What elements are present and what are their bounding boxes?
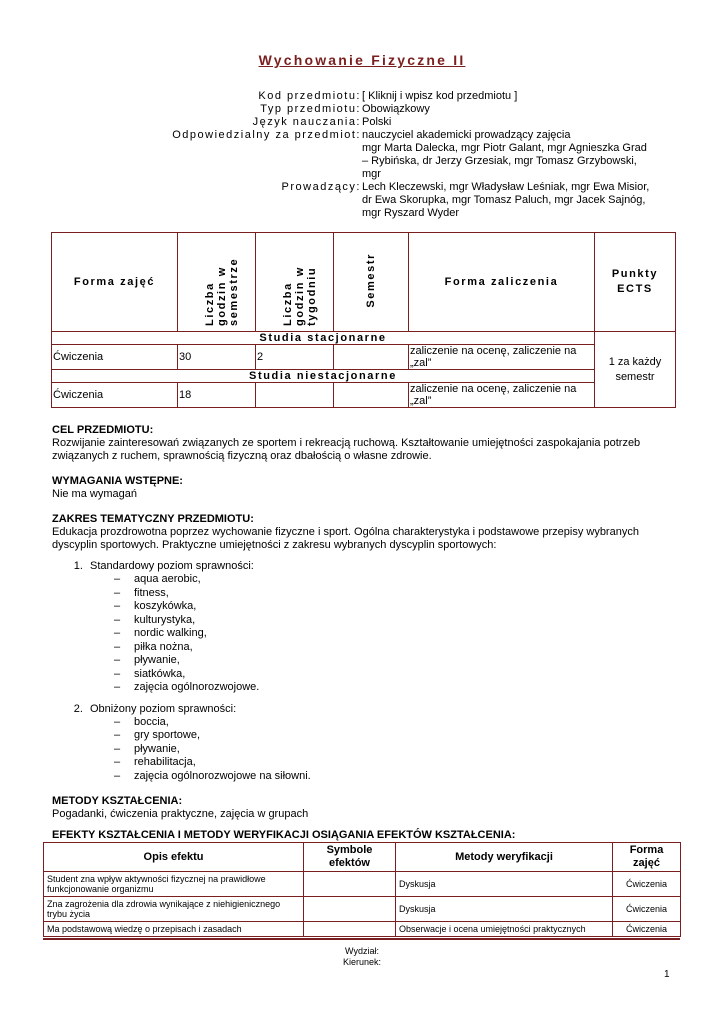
meta-row-responsible-names [0,142,724,181]
section-text: Pogadanki, ćwiczenia praktyczne, zajęcia w grupach [52,808,309,820]
list-item: – zajęcia ogólnorozwojowe na siłowni. [114,770,672,784]
section-heading: METODY KSZTAŁCENIA: [52,795,183,807]
sport-list [90,573,672,695]
meta-value: [ Kliknij i wpisz kod przedmiotu ] [362,90,518,102]
course-metadata [0,90,724,220]
header-hours-semester-text: Liczba godzin w semestrze [203,257,240,326]
cell-symbole [304,922,396,937]
section-text: Edukacja prozdrowotna poprzez wychowanie fizyczne i sport. Ogólna charakterystyka i podstawowe przepisy wybranych dyscyplin sportowych. Praktyczne umiejętności z zakresu wybranych dyscyplin sportowych: [52,526,639,551]
section-wymagania [52,475,672,501]
cell-hours-semester: 30 [178,345,256,370]
section-row-stationary [52,332,676,345]
level-title: Standardowy poziom sprawności: [90,560,254,572]
cell-symbole [304,872,396,897]
list-item: – koszykówka, [114,600,672,614]
section-heading: ZAKRES TEMATYCZNY PRZEDMIOTU: [52,513,254,525]
section-zakres [52,513,672,783]
section-heading: CEL PRZEDMIOTU: [52,424,154,436]
header-forma: Forma zajęć [613,843,681,872]
list-item: – pływanie, [114,654,672,668]
table-row [44,897,681,922]
meta-value: Lech Kleczewski, mgr Władysław Leśniak, mgr Ewa Misior, dr Ewa Skorupka, mgr Tomasz Paluch, mgr Jacek Sajnóg, mgr Ryszard Wyder [362,181,650,219]
list-item: – pływanie, [114,743,672,757]
cell-semester [334,383,409,408]
cell-forma: Ćwiczenia [613,872,681,897]
meta-value: Obowiązkowy [362,103,430,115]
meta-label: Typ przedmiotu: [260,103,361,115]
meta-label: Język nauczania: [252,116,361,128]
effects-heading: EFEKTY KSZTAŁCENIA I METODY WERYFIKACJI OSIĄGANIA EFEKTÓW KSZTAŁCENIA: [52,829,516,841]
cell-forma: Ćwiczenia [613,897,681,922]
cell-forma: Ćwiczenia [52,383,178,408]
list-item [86,560,672,695]
meta-row-type [0,103,724,116]
cell-zaliczenie: zaliczenie na ocenę, zaliczenie na „zal” [409,383,595,408]
header-zaliczenie: Forma zaliczenia [409,233,595,332]
list-item: – piłka nożna, [114,641,672,655]
ects-value: 1 za każdy semestr [595,332,676,408]
section-stationary: Studia stacjonarne [52,332,595,345]
cell-opis: Zna zagrożenia dla zdrowia wynikające z niehigienicznego trybu życia [44,897,304,922]
header-opis: Opis efektu [44,843,304,872]
header-hours-semester [178,233,256,332]
meta-label: Kod przedmiotu: [258,90,361,102]
footer-kierunek: Kierunek: [342,957,382,967]
cell-zaliczenie: zaliczenie na ocenę, zaliczenie na „zal” [409,345,595,370]
header-hours-week-text: Liczba godzin w tygodniu [281,265,318,326]
page-footer [0,946,724,968]
header-symbole: Symbole efektów [304,843,396,872]
meta-value: Polski [362,116,392,128]
cell-semester [334,345,409,370]
table-row [52,345,676,370]
table-row [44,922,681,937]
table-header-row [52,233,676,332]
meta-row-code [0,90,724,103]
list-item: – rehabilitacja, [114,756,672,770]
header-ects: Punkty ECTS [595,233,676,332]
list-item: – kulturystyka, [114,614,672,628]
meta-value: nauczyciel akademicki prowadzący zajęcia [362,129,571,141]
meta-label: Odpowiedzialny za przedmiot: [172,129,361,141]
table-row [44,872,681,897]
section-text: Rozwijanie zainteresowań związanych ze sportem i rekreacją ruchową. Kształtowanie umiejętności zaspokajania potrzeb związanych z ruchem, sprawnością fizyczną oraz dbałością o własne zdrowie. [52,437,641,462]
footer-divider [43,938,680,940]
list-item [86,703,672,784]
meta-value: mgr Marta Dalecka, mgr Piotr Galant, mgr Agnieszka Grad – Rybińska, dr Jerzy Grzesiak, mgr Tomasz Grzybowski, mgr [362,142,647,180]
meta-row-responsible [0,129,724,142]
effects-header-row [44,843,681,872]
list-item: – boccia, [114,716,672,730]
section-cel [52,424,672,463]
effects-table [43,842,681,937]
table-row [52,383,676,408]
cell-forma: Ćwiczenia [52,345,178,370]
section-metody [52,795,672,821]
levels-list [52,560,672,783]
footer-wydzial: Wydział: [345,946,379,956]
document-title: Wychowanie Fizyczne II [258,52,466,68]
list-item: – aqua aerobic, [114,573,672,587]
cell-symbole [304,897,396,922]
cell-opis: Ma podstawową wiedzę o przepisach i zasadach [44,922,304,937]
section-nonstationary: Studia niestacjonarne [52,370,595,383]
cell-metody: Dyskusja [396,872,613,897]
cell-hours-semester: 18 [178,383,256,408]
header-semester [334,233,409,332]
header-metody: Metody weryfikacji [396,843,613,872]
meta-label [0,142,361,181]
list-item: – gry sportowe, [114,729,672,743]
level-title: Obniżony poziom sprawności: [90,702,237,715]
cell-hours-week: 2 [256,345,334,370]
course-hours-table [51,232,676,408]
section-row-nonstationary [52,370,676,383]
header-hours-week [256,233,334,332]
page-number: 1 [664,969,670,980]
header-forma: Forma zajęć [52,233,178,332]
list-item: – nordic walking, [114,627,672,641]
cell-opis: Student zna wpływ aktywności fizycznej na prawidłowe funkcjonowanie organizmu [44,872,304,897]
section-heading: WYMAGANIA WSTĘPNE: [52,475,183,487]
meta-label: Prowadzący: [281,181,361,193]
list-item: – zajęcia ogólnorozwojowe. [114,681,672,695]
list-item: – fitness, [114,587,672,601]
meta-row-lecturers [0,181,724,220]
course-sections [52,424,672,833]
cell-forma: Ćwiczenia [613,922,681,937]
cell-metody: Obserwacje i ocena umiejętności praktycznych [396,922,613,937]
list-item: – siatkówka, [114,668,672,682]
meta-row-language [0,116,724,129]
section-text: Nie ma wymagań [52,488,137,500]
cell-hours-week [256,383,334,408]
cell-metody: Dyskusja [396,897,613,922]
header-semester-text: Semestr [365,253,377,308]
sport-list [90,716,672,784]
